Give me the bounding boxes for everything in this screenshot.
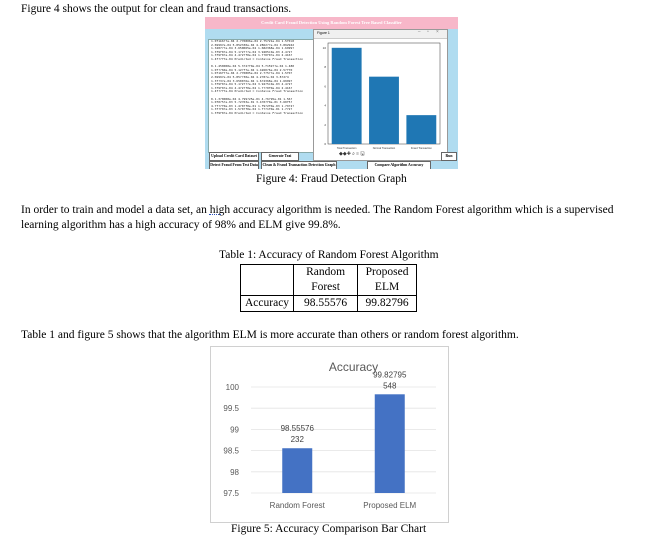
paragraph-2: Table 1 and figure 5 shows that the algorithm ELM is more accurate than others or random forest algorithm.: [21, 329, 519, 341]
app-screenshot: [205, 17, 458, 169]
detect-fraud-button[interactable]: Detect Fraud From Test Data: [209, 161, 259, 169]
figure-5-caption: Figure 5: Accuracy Comparison Bar Chart: [231, 523, 427, 535]
table-header-empty: [241, 265, 294, 296]
table-row-label: Accuracy: [241, 296, 294, 312]
run-button[interactable]: Run: [441, 152, 457, 161]
fig-bar: [369, 77, 399, 144]
log-line: 1.0f16f7?e-04 2.770805e-04 2.7?5??e-04 1.5f0?: [211, 71, 293, 76]
fig-ytick-label: 8: [324, 65, 326, 70]
log-line: 1.3f9f0?e-04 4.4?2?f0e-04 1.7??0f0e-04 2.416?: [211, 85, 293, 90]
data-label: 99.82795: [373, 370, 407, 380]
app-title: Credit Card Fraud Detection Using Random Forest Tree Based Classifier: [205, 17, 458, 29]
chart-bar: [375, 394, 405, 493]
minimize-icon[interactable]: –: [418, 30, 421, 35]
log-line: 1.3f9f0?e-04 5.1?2???e-04 3.9405i0e-03 4.4?2?: [211, 49, 293, 54]
log-line: 1.4f??f7e-04 Predicted = Contains Fraud Transaction: [211, 89, 304, 94]
table-1-caption: Table 1: Accuracy of Random Forest Algorithm: [219, 249, 439, 261]
log-line: 1.3f?f0?e-03 1.5?0?f0e-04 1.f??1f0e-01 1.7?2?: [211, 107, 293, 112]
fig-bar: [406, 115, 436, 144]
fig-ytick-label: 6: [324, 84, 326, 89]
fig-ytick-label: 0: [324, 142, 326, 146]
accuracy-chart: [210, 346, 449, 523]
chart-bar: [282, 448, 312, 493]
table-header-row: [241, 265, 417, 296]
compare-accuracy-button[interactable]: Compare Algorithm Accuracy: [367, 161, 431, 169]
fraud-graph-button[interactable]: Clean & Fraud Transaction Detection Graph: [261, 161, 337, 169]
table-header-random-forest: Random Forest: [294, 265, 358, 296]
figure-titlebar: [314, 30, 447, 39]
intro-text: Figure 4 shows the output for clean and fraud transactions.: [21, 3, 292, 15]
generate-train-button[interactable]: Generate Trai: [261, 152, 299, 161]
data-label-secondary: 548: [383, 381, 397, 391]
log-line: 1.0f0?5?e-03 5.?2?03e-01 3.4?0?f0e-01 3.60f5?: [211, 100, 293, 105]
log-line: 0.1.3?0000e-04 4.?99?25e-01 4.?6?95e-01 1.56?: [211, 96, 293, 101]
accuracy-chart-svg: [211, 347, 448, 522]
log-line: 1.0f1b6??e-04 2.770806e-04 2.75721e-04 1.5f0i0: [211, 39, 295, 43]
table-cell-elm: 99.82796: [358, 296, 417, 312]
fig-ytick-label: 2: [324, 122, 326, 127]
figure-4-caption: Figure 4: Fraud Detection Graph: [256, 173, 407, 185]
fig-bar-label: Fraud Transaction: [410, 147, 432, 150]
data-label: 98.55576: [280, 424, 314, 434]
y-tick-label: 97.5: [223, 489, 239, 498]
log-line: 1.3f9f0?e-04 5.1?2???e-04 3.94?5i0e-03 4.4?2?: [211, 82, 293, 87]
log-line: 1.3487??e-04 3.650065e-04 1.682368e-04 1.6999?: [211, 46, 295, 51]
log-line: 2.69997e-04 5.85??30e-04 4.2?8?e-04 3.8?2?4: [211, 74, 289, 79]
log-line: 1.3f?3?e-04 3.6500?6e-04 1.6?2368e-04 1.6999?: [211, 78, 293, 83]
x-tick-label: Proposed ELM: [363, 501, 417, 510]
log-line: 1.4f??f7e-04 Predicted = Contains Fraud Transaction: [211, 56, 304, 61]
spellcheck-underline: [209, 214, 221, 215]
table-header-elm: Proposed ELM: [358, 265, 417, 296]
paragraph-1: In order to train and model a data set, an high accuracy algorithm is needed. The Random Forest algorithm which is a supervised learning algorithm has a high accuracy of 98% and ELM give 99.8%.: [21, 204, 614, 231]
fig-bar-label: Total Transaction: [336, 147, 357, 150]
table-cell-random-forest: 98.55576: [294, 296, 358, 312]
maximize-icon[interactable]: ▫: [427, 30, 429, 35]
y-tick-label: 99: [230, 425, 239, 435]
close-icon[interactable]: ×: [436, 30, 439, 35]
toolbar-icons[interactable]: ◆◆✚ ⌕ ≡ 🖫: [339, 152, 365, 157]
log-line: 2.69997e-04 5.852330e-04 4.2862??e-04 3.892942: [211, 42, 295, 47]
log-line: 4.7f??f0e-03 1.4?0?f0e-01 1.f9?2f0e-03 1.79?2?: [211, 103, 295, 108]
y-tick-label: 100: [225, 383, 239, 392]
log-line: 1.3f9f0?e-04 4.4?2?f0e-04 1.7?0f0?e-04 2.416?: [211, 53, 293, 58]
data-label-secondary: 232: [290, 435, 304, 445]
log-line: 1.0f??60e-04 5.12?f7e-04 1.4260?6e-04 2.5?f70: [211, 67, 293, 72]
upload-dataset-button[interactable]: Upload Credit Card Dataset: [209, 152, 259, 161]
fig-ytick-label: 4: [324, 103, 326, 108]
y-tick-label: 98.5: [223, 446, 239, 456]
fig-ytick-label: 10: [322, 45, 326, 50]
fig-bar: [332, 48, 362, 144]
figure-window: [313, 29, 448, 161]
log-line: 0.1.450000e-04 5.3?2?f0e-04 5.f159??e-04 1.480: [211, 64, 295, 69]
figure-window-title: Figure 1: [317, 31, 330, 35]
y-tick-label: 98: [230, 467, 239, 477]
app-log-area: [208, 39, 316, 153]
fraud-bar-plot: [314, 39, 447, 160]
x-tick-label: Random Forest: [269, 501, 325, 510]
table-row: [241, 296, 417, 312]
log-line: 1.3f9f0?e-04 Predicted = Contains Fraud Transaction: [211, 110, 304, 115]
fig-bar-label: Normal Transaction: [372, 147, 396, 150]
chart-title: Accuracy: [328, 360, 379, 374]
y-tick-label: 99.5: [223, 404, 239, 414]
accuracy-table: [240, 264, 417, 312]
